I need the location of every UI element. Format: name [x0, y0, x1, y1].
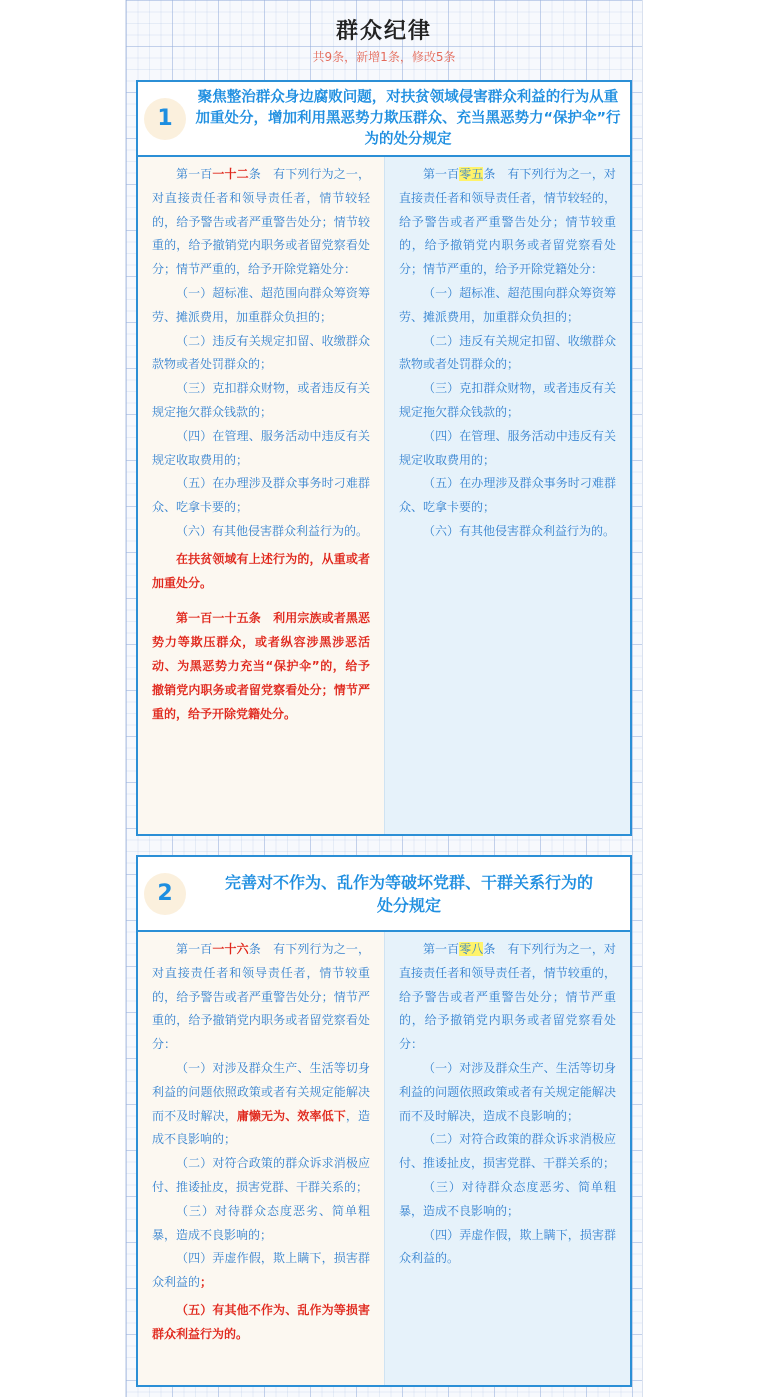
added-clause: 在扶贫领域有上述行为的，从重或者加重处分。: [152, 551, 370, 590]
section-title: 完善对不作为、乱作为等破坏党群、干群关系行为的处分规定: [224, 872, 593, 915]
item-text: ，造成不良影响的；: [152, 1108, 370, 1147]
new-version-column: [138, 932, 384, 1385]
article-paragraph: [399, 938, 616, 1057]
changed-punctuation: ；: [200, 1275, 213, 1290]
article-prefix: 第一百: [176, 942, 213, 956]
article-highlight-number: 零八: [459, 942, 484, 956]
article-intro: 有下列行为之一，对直接责任者和领导责任者，情节较重的，给予警告或者严重警告处分；情节严重的，给予撤销党内职务或者留党察看处分：: [399, 942, 616, 1052]
article-item: （一）对涉及群众生产、生活等切身利益的问题依照政策或者有关规定能解决而不及时解决，造成不良影响的；: [399, 1060, 616, 1123]
new-version-column: [138, 157, 384, 834]
article-paragraph: [399, 163, 616, 282]
article-item: [152, 1247, 370, 1295]
article-item: （二）对符合政策的群众诉求消极应付、推诿扯皮，损害党群、干群关系的；: [152, 1156, 370, 1194]
page-subtitle: 共9条，新增1条，修改5条: [312, 50, 456, 64]
article-item: （四）弄虚作假，欺上瞒下，损害群众利益的。: [399, 1227, 616, 1266]
article-prefix: 第一百: [423, 942, 460, 956]
article-item: （三）对待群众态度恶劣、简单粗暴，造成不良影响的；: [152, 1203, 370, 1242]
spacer: [152, 595, 370, 607]
section-1-header: [138, 82, 630, 157]
new-article-number: 第一百一十五条: [176, 611, 261, 626]
item-text: （四）弄虚作假，欺上瞒下，损害群众利益的: [152, 1251, 370, 1290]
article-item: （五）在办理涉及群众事务时刁难群众、吃拿卡要的；: [399, 476, 616, 515]
article-suffix: 条: [248, 167, 261, 181]
article-item: （二）违反有关规定扣留、收缴群众款物或者处罚群众的；: [399, 333, 616, 372]
section-2: [136, 855, 632, 1387]
article-suffix: 条: [248, 942, 261, 956]
new-article-paragraph: [152, 607, 370, 726]
article-item: （三）对待群众态度恶劣、简单粗暴，造成不良影响的；: [399, 1179, 616, 1218]
document-page: [125, 0, 643, 1397]
item-text: （一）对涉及群众生产、生活等切身利益的问题依照政策或者有关规定能解决而不及时解决，: [152, 1060, 370, 1123]
article-item: [152, 1057, 370, 1152]
article-paragraph: [152, 938, 370, 1057]
article-item: （四）在管理、服务活动中违反有关规定收取费用的；: [152, 428, 370, 467]
article-suffix: 条: [483, 167, 496, 181]
article-highlight-number: 零五: [459, 167, 484, 181]
added-phrase: 庸懒无为、效率低下: [236, 1108, 346, 1123]
section-1: [136, 80, 632, 836]
added-clause: （五）有其他不作为、乱作为等损害群众利益行为的。: [152, 1302, 370, 1341]
article-paragraph: [152, 163, 370, 282]
article-changed-number: 一十二: [212, 167, 249, 181]
article-item: （一）超标准、超范围向群众筹资筹劳、摊派费用，加重群众负担的；: [152, 285, 370, 324]
section-number-badge: 2: [144, 873, 186, 915]
new-article-text: 利用宗族或者黑恶势力等欺压群众，或者纵容涉黑涉恶活动、为黑恶势力充当“保护伞”的，给予撤销党内职务或者留党察看处分；情节严重的，给予开除党籍处分。: [152, 611, 370, 721]
article-item: （二）违反有关规定扣留、收缴群众款物或者处罚群众的；: [152, 333, 370, 372]
section-2-header: [138, 857, 630, 932]
article-prefix: 第一百: [423, 167, 460, 181]
article-intro: 有下列行为之一，对直接责任者和领导责任者，情节较轻的，给予警告或者严重警告处分；情节较重的，给予撤销党内职务或者留党察看处分；情节严重的，给予开除党籍处分：: [399, 167, 616, 277]
article-item: （五）在办理涉及群众事务时刁难群众、吃拿卡要的；: [152, 476, 370, 515]
article-intro: 有下列行为之一，对直接责任者和领导责任者，情节较轻的，给予警告或者严重警告处分；情节较重的，给予撤销党内职务或者留党察看处分；情节严重的，给予开除党籍处分：: [152, 167, 370, 277]
article-item: （三）克扣群众财物，或者违反有关规定拖欠群众钱款的；: [399, 381, 616, 419]
old-version-column: [384, 932, 630, 1385]
section-number-badge: 1: [144, 98, 186, 140]
comparison-columns: [138, 157, 630, 834]
article-item: （四）在管理、服务活动中违反有关规定收取费用的；: [399, 428, 616, 467]
comparison-columns: [138, 932, 630, 1385]
article-item: （二）对符合政策的群众诉求消极应付、推诿扯皮，损害党群、干群关系的；: [399, 1132, 616, 1171]
article-changed-number: 一十六: [212, 942, 249, 956]
article-item: （六）有其他侵害群众利益行为的。: [423, 523, 616, 538]
section-title: 聚焦整治群众身边腐败问题，对扶贫领域侵害群众利益的行为从重加重处分，增加利用黑恶势力欺压群众、充当黑恶势力“保护伞”行为的处分规定: [195, 89, 621, 147]
article-item: （六）有其他侵害群众利益行为的。: [176, 523, 369, 538]
article-prefix: 第一百: [176, 167, 213, 181]
old-version-column: [384, 157, 630, 834]
article-intro: 有下列行为之一，对直接责任者和领导责任者，情节较重的，给予警告或者严重警告处分；情节严重的，给予撤销党内职务或者留党察看处分：: [152, 942, 370, 1052]
article-item: （一）超标准、超范围向群众筹资筹劳、摊派费用，加重群众负担的；: [399, 285, 616, 324]
page-title: 群众纪律: [335, 19, 432, 44]
article-item: （三）克扣群众财物，或者违反有关规定拖欠群众钱款的；: [152, 381, 370, 419]
article-suffix: 条: [483, 942, 496, 956]
